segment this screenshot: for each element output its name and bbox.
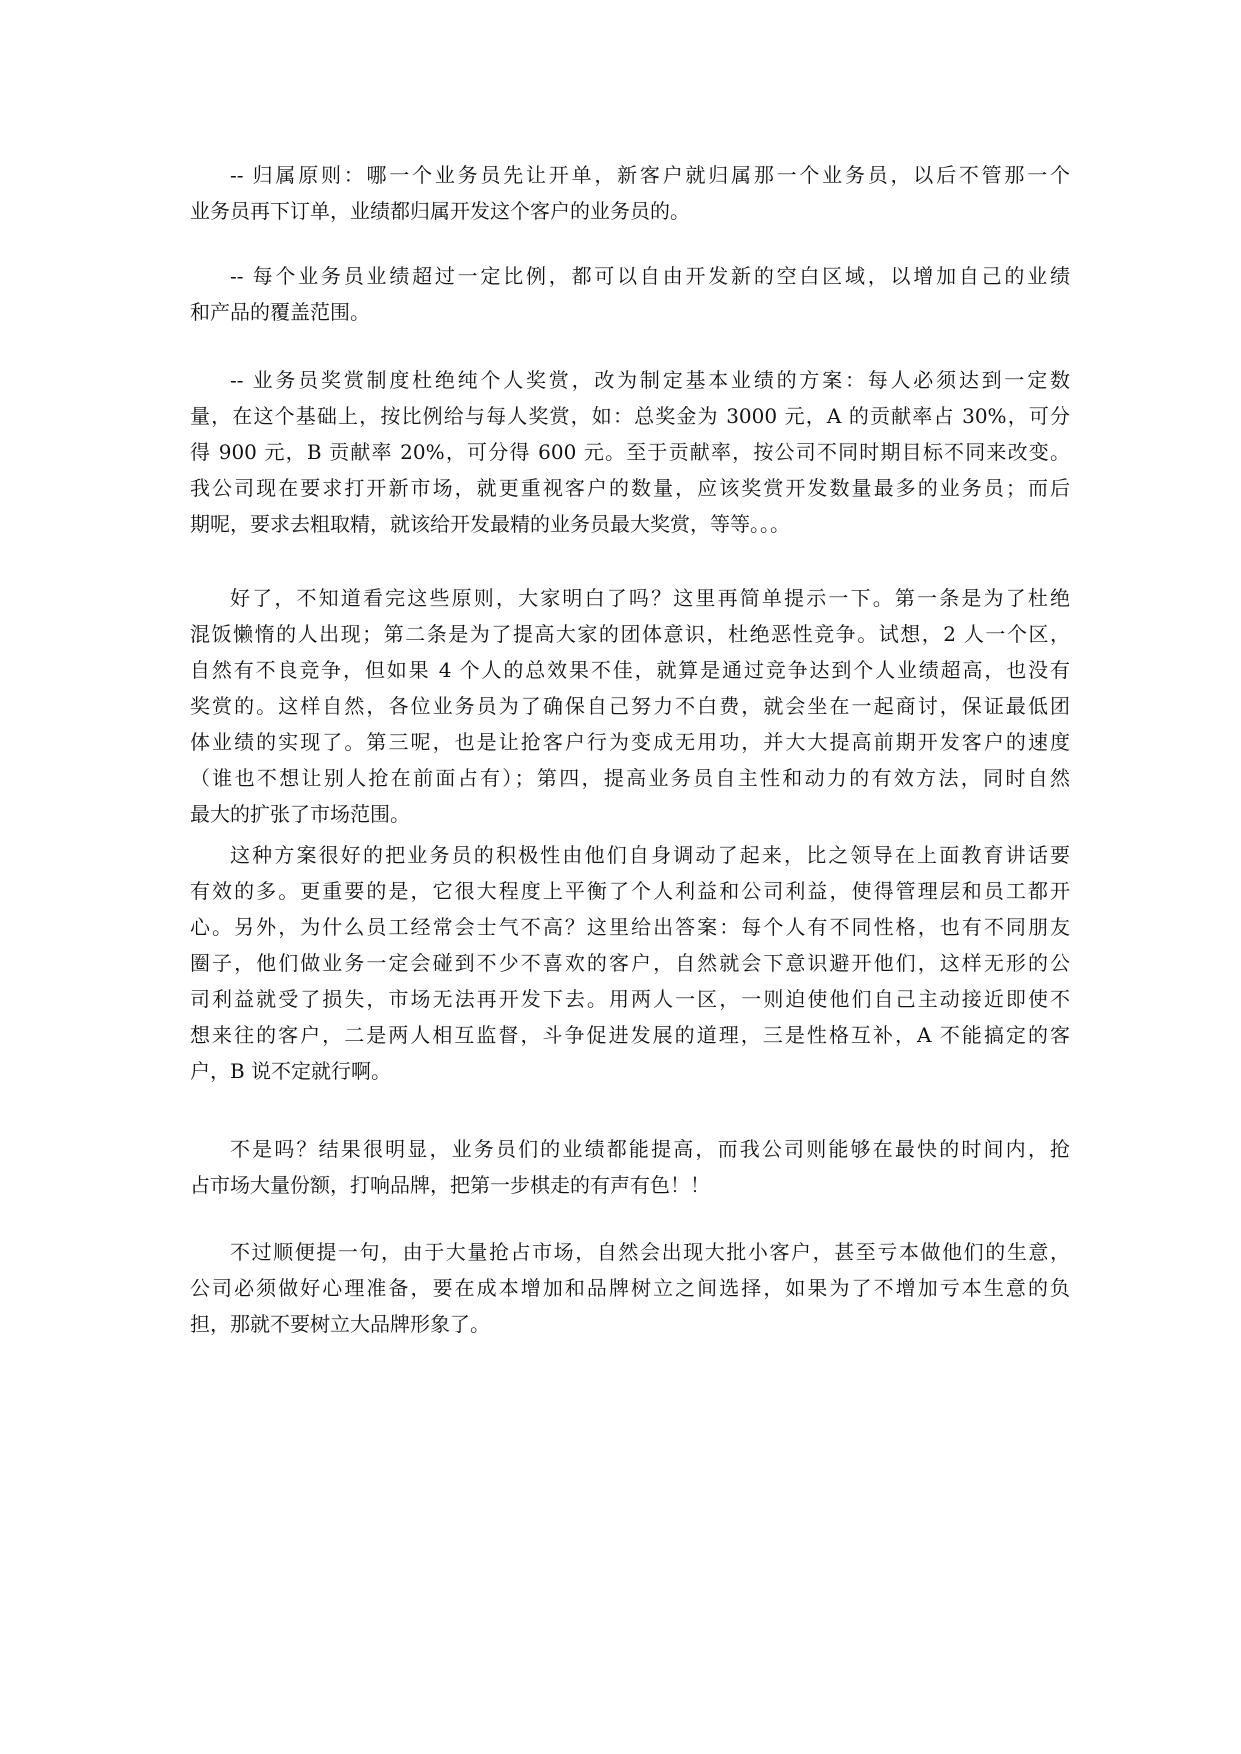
text-line: 担，那就不要树立大品牌形象了。 — [190, 1312, 490, 1336]
text-line: 公司必须做好心理准备，要在成本增加和品牌树立之间选择，如果为了不增加亏本生意的负 — [190, 1276, 1070, 1300]
paragraph-ownership-rule — [190, 157, 1070, 229]
text-line: 不过顺便提一句，由于大量抢占市场，自然会出现大批小客户，甚至亏本做他们的生意， — [230, 1240, 1070, 1264]
paragraph-motivation — [190, 837, 1070, 1089]
paragraph-result — [190, 1131, 1070, 1203]
text-line: （谁也不想让别人抢在前面占有）；第四，提高业务员自主性和动力的有效方法，同时自然 — [190, 766, 1070, 790]
text-line: 有效的多。更重要的是，它很大程度上平衡了个人利益和公司利益，使得管理层和员工都开 — [190, 879, 1070, 903]
text-line: 和产品的覆盖范围。 — [190, 300, 370, 324]
text-line: 量，在这个基础上，按比例给与每人奖赏，如：总奖金为 3000 元，A 的贡献率占 30%，可分 — [190, 404, 1070, 428]
text-line: 想来往的客户，二是两人相互监督，斗争促进发展的道理，三是性格互补，A 不能搞定的客 — [190, 1023, 1070, 1047]
text-line: 体业绩的实现了。第三呢，也是让抢客户行为变成无用功，并大大提高前期开发客户的速度 — [190, 730, 1070, 754]
paragraph-note — [190, 1234, 1070, 1342]
text-line: -- 归属原则：哪一个业务员先让开单，新客户就归属那一个业务员，以后不管那一个 — [230, 163, 1070, 187]
text-line: 最大的扩张了市场范围。 — [190, 802, 410, 826]
text-line: 期呢，要求去粗取精，就该给开发最精的业务员最大奖赏，等等。。。 — [190, 512, 790, 536]
text-line: 自然有不良竞争，但如果 4 个人的总效果不佳，就算是通过竞争达到个人业绩超高，也没有 — [190, 658, 1070, 682]
paragraph-explanation — [190, 580, 1070, 832]
text-line: 这种方案很好的把业务员的积极性由他们自身调动了起来，比之领导在上面教育讲话要 — [230, 843, 1070, 867]
text-line: 我公司现在要求打开新市场，就更重视客户的数量，应该奖赏开发数量最多的业务员；而后 — [190, 476, 1070, 500]
text-line: 得 900 元，B 贡献率 20%，可分得 600 元。至于贡献率，按公司不同时期目标不同来改变。 — [190, 440, 1070, 464]
text-line: 占市场大量份额，打响品牌，把第一步棋走的有声有色！！ — [190, 1173, 710, 1197]
text-line: 不是吗？结果很明显，业务员们的业绩都能提高，而我公司则能够在最快的时间内，抢 — [230, 1137, 1070, 1161]
text-line: 业务员再下订单，业绩都归属开发这个客户的业务员的。 — [190, 199, 690, 223]
text-line: 混饭懒惰的人出现；第二条是为了提高大家的团体意识，杜绝恶性竞争。试想，2 人一个区， — [190, 622, 1070, 646]
paragraph-reward-rule — [190, 362, 1070, 542]
text-line: 好了，不知道看完这些原则，大家明白了吗？这里再简单提示一下。第一条是为了杜绝 — [230, 586, 1070, 610]
text-line: 户，B 说不定就行啊。 — [190, 1059, 392, 1083]
text-line: 奖赏的。这样自然，各位业务员为了确保自己努力不白费，就会坐在一起商讨，保证最低团 — [190, 694, 1070, 718]
text-line: 心。另外，为什么员工经常会士气不高？这里给出答案：每个人有不同性格，也有不同朋友 — [190, 915, 1070, 939]
text-line: -- 每个业务员业绩超过一定比例，都可以自由开发新的空白区域，以增加自己的业绩 — [230, 264, 1070, 288]
text-line: 司利益就受了损失，市场无法再开发下去。用两人一区，一则迫使他们自己主动接近即使不 — [190, 987, 1070, 1011]
text-line: 圈子，他们做业务一定会碰到不少不喜欢的客户，自然就会下意识避开他们，这样无形的公 — [190, 951, 1070, 975]
text-line: -- 业务员奖赏制度杜绝纯个人奖赏，改为制定基本业绩的方案：每人必须达到一定数 — [230, 368, 1070, 392]
paragraph-new-territory-rule — [190, 258, 1070, 330]
